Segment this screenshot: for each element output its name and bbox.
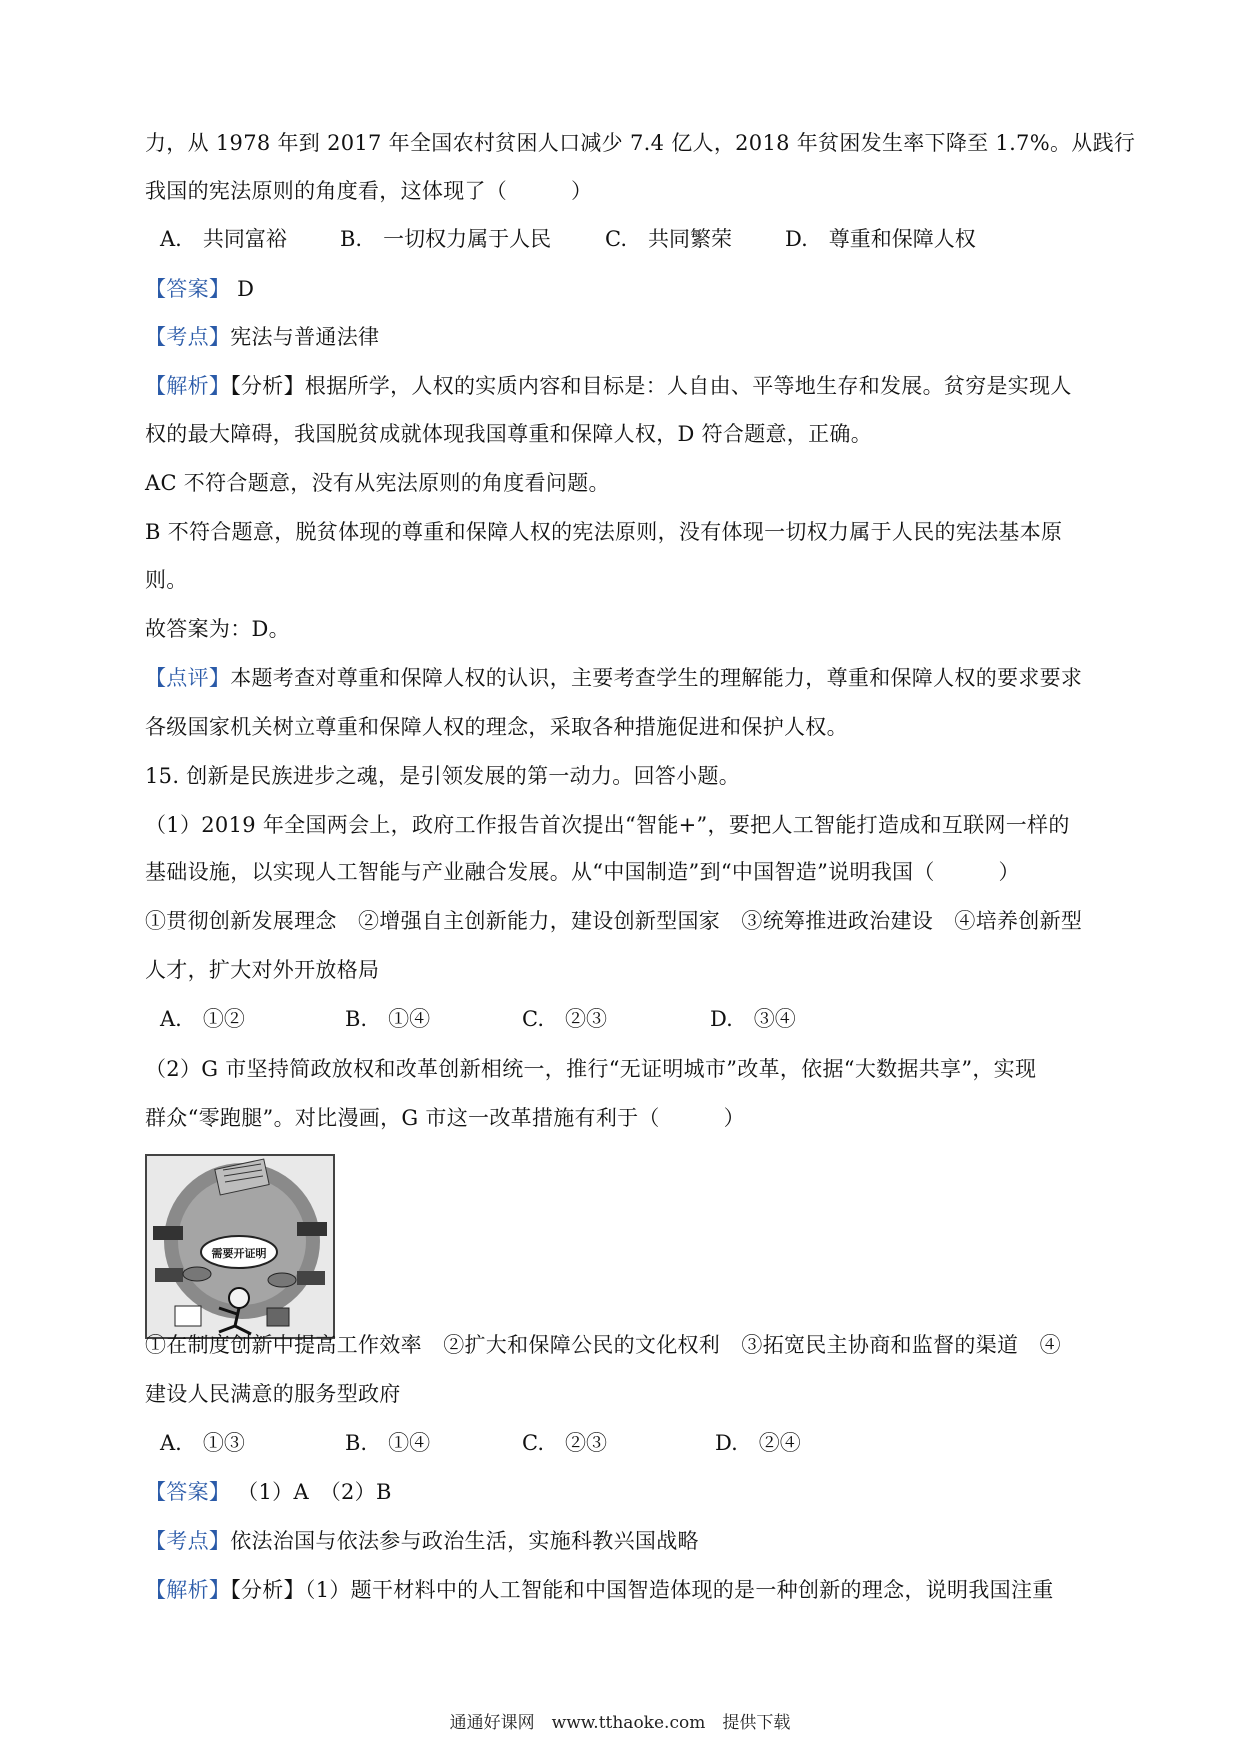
option-b: B. ①④ [345, 1431, 431, 1455]
point-tag: 【考点】 [145, 1529, 231, 1553]
answer-value: D [230, 277, 255, 301]
answer-line [145, 274, 254, 304]
answer-tag: 【答案】 [145, 1480, 231, 1504]
text-line: 力，从 1978 年到 2017 年全国农村贫困人口减少 7.4 亿人，2018 年贫困发生率下降至 1.7%。从践行 [145, 131, 1136, 155]
option-b: B. 一切权力属于人民 [340, 227, 552, 251]
option-d: D. ③④ [710, 1007, 796, 1031]
option-a: A. 共同富裕 [160, 227, 287, 251]
text-line: ①在制度创新中提高工作效率 ②扩大和保障公民的文化权利 ③拓宽民主协商和监督的渠道 ④ [145, 1333, 1061, 1357]
page-footer: 通通好课网 www.tthaoke.com 提供下载 [449, 1713, 791, 1733]
analysis-text: 【分析】（1）题干材料中的人工智能和中国智造体现的是一种创新的理念，说明我国注重 [230, 1578, 1054, 1602]
comment-line [145, 663, 1082, 693]
text-line: 人才，扩大对外开放格局 [145, 958, 380, 982]
comment-text: 本题考查对尊重和保障人权的认识，主要考查学生的理解能力，尊重和保障人权的要求要求 [230, 666, 1083, 690]
option-c: C. ②③ [522, 1431, 607, 1455]
point-line [145, 322, 379, 352]
cartoon-illustration [147, 1156, 333, 1337]
analysis-line [145, 371, 1072, 401]
text-line: 基础设施，以实现人工智能与产业融合发展。从“中国制造”到“中国智造”说明我国（ ） [145, 860, 1020, 884]
comment-label: 【点评】 [145, 666, 231, 690]
text-line: 故答案为：D。 [145, 617, 290, 641]
answer-tag: 【答案】 [145, 277, 231, 301]
answer-value: （1）A （2）B [230, 1480, 392, 1504]
option-c: C. ②③ [522, 1007, 607, 1031]
text-line: 各级国家机关树立尊重和保障人权的理念，采取各种措施促进和保护人权。 [145, 715, 848, 739]
text-line: B 不符合题意，脱贫体现的尊重和保障人权的宪法原则，没有体现一切权力属于人民的宪法基本原 [145, 520, 1063, 544]
text-line: （1）2019 年全国两会上，政府工作报告首次提出“智能+”，要把人工智能打造成和互联网一样的 [145, 813, 1070, 837]
cartoon-image [145, 1154, 335, 1339]
answer-line [145, 1477, 392, 1507]
option-a: A. ①② [160, 1007, 245, 1031]
point-value: 依法治国与依法参与政治生活，实施科教兴国战略 [230, 1529, 699, 1553]
text-line: 则。 [145, 568, 188, 592]
point-tag: 【考点】 [145, 325, 231, 349]
text-line: AC 不符合题意，没有从宪法原则的角度看问题。 [145, 471, 610, 495]
analysis-text: 【分析】根据所学，人权的实质内容和目标是：人自由、平等地生存和发展。贫穷是实现人 [230, 374, 1072, 398]
analysis-tag: 【解析】 [145, 374, 231, 398]
option-c: C. 共同繁荣 [605, 227, 732, 251]
option-a: A. ①③ [160, 1431, 245, 1455]
text-line: ①贯彻创新发展理念 ②增强自主创新能力，建设创新型国家 ③统筹推进政治建设 ④培养创新型 [145, 909, 1083, 933]
text-line: 建设人民满意的服务型政府 [145, 1382, 401, 1406]
text-line: 权的最大障碍，我国脱贫成就体现我国尊重和保障人权，D 符合题意，正确。 [145, 422, 873, 446]
comment-tag [145, 666, 1082, 690]
analysis-tag: 【解析】 [145, 1578, 231, 1602]
option-d: D. 尊重和保障人权 [785, 227, 976, 251]
point-line [145, 1526, 699, 1556]
text-line: 我国的宪法原则的角度看，这体现了（ ） [145, 179, 593, 203]
cartoon-sign-text: 需要开证明 [211, 1247, 267, 1260]
text-line: 群众“零跑腿”。对比漫画，G 市这一改革措施有利于（ ） [145, 1106, 745, 1130]
point-value: 宪法与普通法律 [230, 325, 380, 349]
option-d: D. ②④ [715, 1431, 801, 1455]
option-b: B. ①④ [345, 1007, 431, 1031]
analysis-line [145, 1575, 1054, 1605]
question-15: 15. 创新是民族进步之魂，是引领发展的第一动力。回答小题。 [145, 764, 741, 788]
text-line: （2）G 市坚持简政放权和改革创新相统一，推行“无证明城市”改革，依据“大数据共享”，实现 [145, 1057, 1037, 1081]
